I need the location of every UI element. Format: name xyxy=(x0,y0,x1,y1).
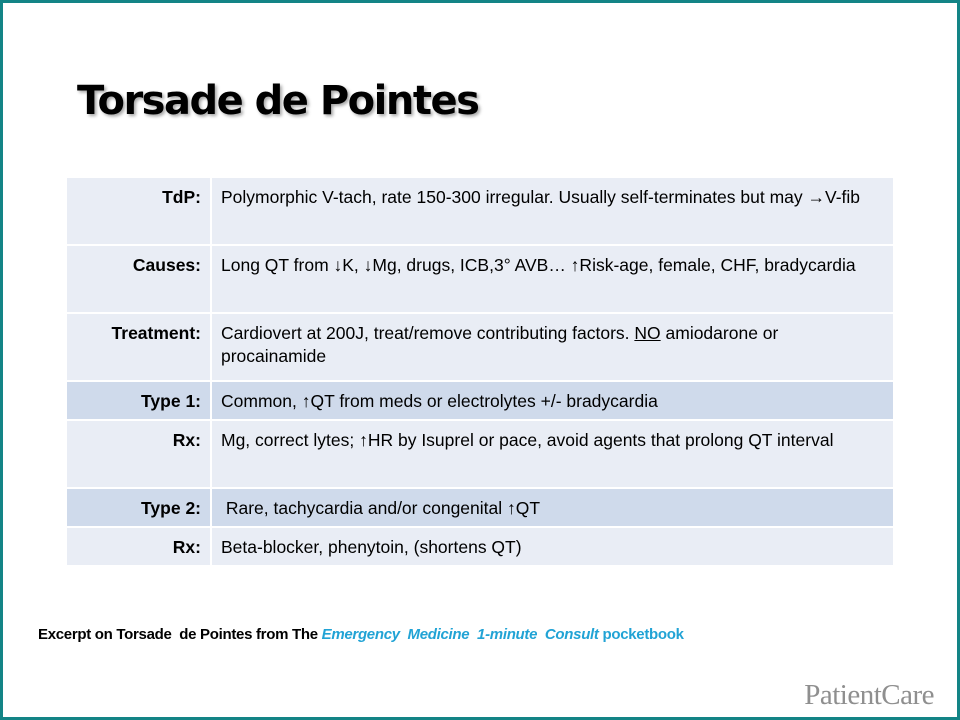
treatment-text-a: Cardiovert at 200J, treat/remove contributing factors. xyxy=(221,323,635,343)
row-label: TdP: xyxy=(67,178,212,246)
brand-logo: PatientCare xyxy=(804,679,934,711)
treatment-emphasis: NO xyxy=(634,323,661,343)
info-table xyxy=(67,178,893,567)
row-label: Rx: xyxy=(67,528,212,567)
table-row-causes xyxy=(67,246,893,314)
table-row-tdp xyxy=(67,178,893,246)
row-label: Causes: xyxy=(67,246,212,314)
table-row-rx1 xyxy=(67,421,893,489)
row-label: Rx: xyxy=(67,421,212,489)
treatment-text-b: amiodarone or procainamide xyxy=(221,323,779,366)
source-caption xyxy=(38,626,684,643)
slide-title: Torsade de Pointes xyxy=(77,78,479,124)
table-row-treatment xyxy=(67,314,893,382)
row-value: Beta-blocker, phenytoin, (shortens QT) xyxy=(212,528,893,567)
row-value: Mg, correct lytes; ↑HR by Isuprel or pace, avoid agents that prolong QT interval xyxy=(212,421,893,489)
caption-book-title: Emergency Medicine 1-minute Consult xyxy=(321,626,599,643)
row-label: Type 1: xyxy=(67,382,212,421)
row-value: Rare, tachycardia and/or congenital ↑QT xyxy=(212,489,893,528)
row-label: Type 2: xyxy=(67,489,212,528)
row-label: Treatment: xyxy=(67,314,212,382)
table-row-rx2 xyxy=(67,528,893,567)
table-row-type1 xyxy=(67,382,893,421)
row-value: Polymorphic V-tach, rate 150-300 irregular. Usually self-terminates but may →V-fib xyxy=(212,178,893,246)
caption-suffix: pocketbook xyxy=(598,626,684,643)
table-row-type2 xyxy=(67,489,893,528)
row-value xyxy=(212,314,893,382)
row-value: Common, ↑QT from meds or electrolytes +/- bradycardia xyxy=(212,382,893,421)
row-value: Long QT from ↓K, ↓Mg, drugs, ICB,3° AVB… ↑Risk-age, female, CHF, bradycardia xyxy=(212,246,893,314)
caption-prefix: Excerpt on Torsade de Pointes from The xyxy=(38,626,322,643)
